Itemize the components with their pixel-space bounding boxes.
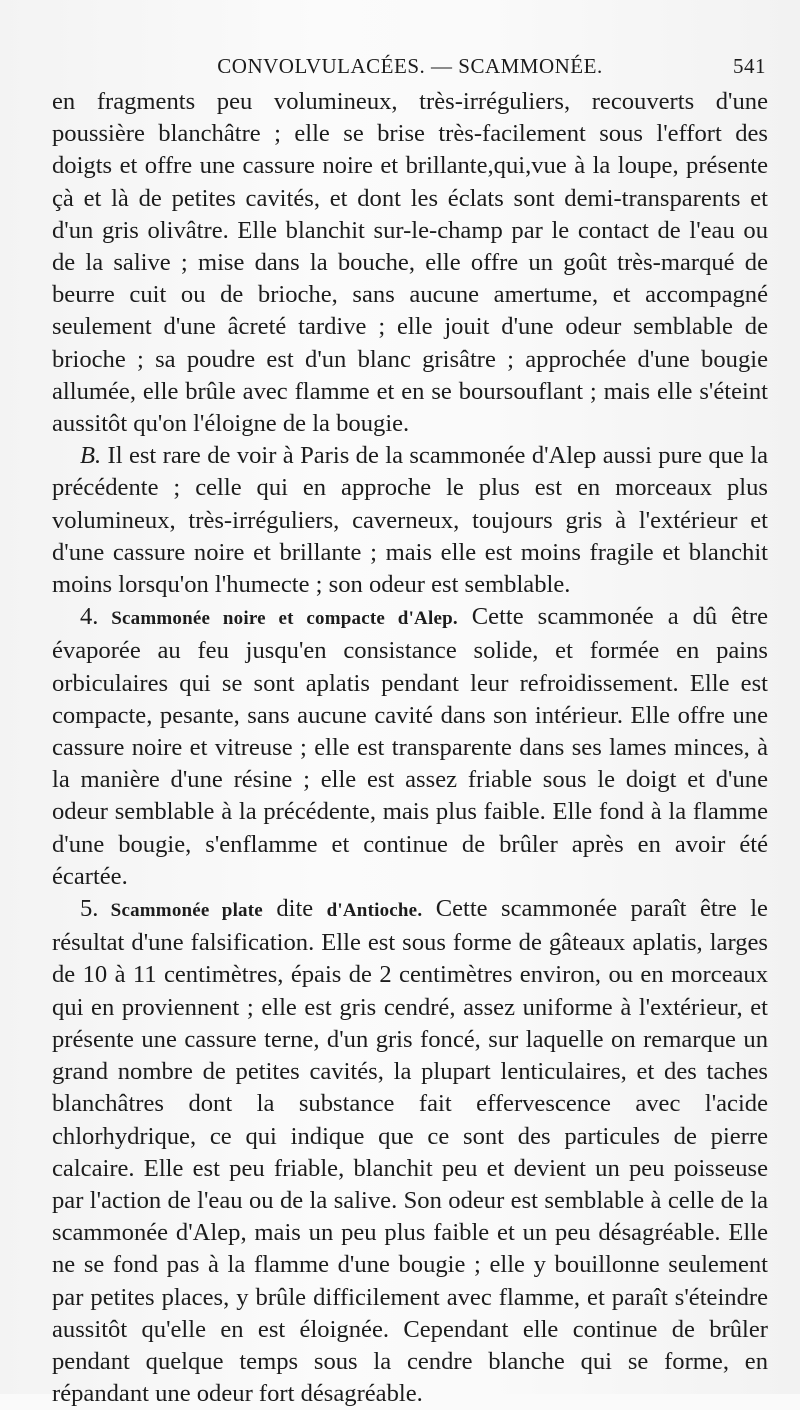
running-head bbox=[54, 54, 766, 84]
section-4-heading: Scammonée noire et compacte d'Alep. bbox=[98, 608, 458, 630]
section-4 bbox=[52, 601, 768, 893]
section-5-number: 5. bbox=[80, 895, 99, 923]
section-5 bbox=[52, 893, 768, 1410]
section-5-heading-a: Scammonée plate bbox=[98, 900, 263, 922]
running-title: CONVOLVULACÉES. — SCAMMONÉE. bbox=[217, 54, 603, 78]
page-number: 541 bbox=[733, 54, 766, 78]
section-5-text: Cette scammonée paraît être le résultat d'une falsification. Elle est sous forme de gâteaux aplatis, larges de 10 à 11 centimètres, épais de 2 centimètres environ, ou en morceaux qui en proviennent ; elle est gris cendré, assez uniforme à l'extérieur, et présente une cassure terne, d'un gris foncé, sur laquelle on remarque un grand nombre de petites cavités, la plupart lenticulaires, et des taches blanchâtres dont la substance fait effervescence avec l'acide chlorhydrique, ce qui indique que ce sont des particules de pierre calcaire. Elle est peu friable, blanchit peu et devient un peu poisseuse par l'action de l'eau ou de la salive. Son odeur est semblable à celle de la scammonée d'Alep, mais un peu plus faible et un peu désagréable. Elle ne se fond pas à la flamme d'une bougie ; elle y bouillonne seulement par petites places, y brûle difficilement avec flamme, et paraît s'éteindre aussitôt qu'elle en est éloignée. Cependant elle continue de brûler pendant quelque temps sous la cendre blanche qui se forme, en répandant une odeur fort désagréable. bbox=[52, 895, 768, 1408]
body-text bbox=[52, 86, 768, 1410]
paragraph-2-marker: B. bbox=[80, 442, 102, 470]
paragraph-1 bbox=[52, 86, 768, 440]
paragraph-1-text: en fragments peu volumineux, très-irréguliers, recouverts d'une poussière blanchâtre ; elle se brise très-facilement sous l'effort des doigts et offre une cassure noire et brillante,qui,vue à la loupe, présente çà et là de petites cavités, et dont les éclats sont demi-transparents et d'un gris olivâtre. Elle blanchit sur-le-champ par le contact de l'eau ou de la salive ; mise dans la bouche, elle offre un goût très-marqué de beurre cuit ou de brioche, sans aucune amertume, et accompagné seulement d'une âcreté tardive ; elle jouit d'une odeur semblable de brioche ; sa poudre est d'un blanc grisâtre ; approchée d'une bougie allumée, elle brûle avec flamme et en se boursouflant ; mais elle s'éteint aussitôt qu'on l'éloigne de la bougie. bbox=[52, 88, 768, 438]
section-4-text: Cette scammonée a dû être évaporée au feu jusqu'en consistance solide, et formée en pains orbiculaires qui se sont aplatis pendant leur refroidissement. Elle est compacte, pesante, sans aucune cavité dans son intérieur. Elle offre une cassure noire et vitreuse ; elle est transparente dans ses lames minces, à la manière d'une résine ; elle est assez friable sous le doigt et d'une odeur semblable à la précédente, mais plus faible. Elle fond à la flamme d'une bougie, s'enflamme et continue de brûler après en avoir été écartée. bbox=[52, 603, 768, 890]
section-5-heading-c: d'Antioche. bbox=[326, 900, 423, 922]
paragraph-2-text: Il est rare de voir à Paris de la scammonée d'Alep aussi pure que la précédente ; celle qui en approche le plus est en morceaux plus volumineux, très-irréguliers, caverneux, toujours gris à l'extérieur et d'une cassure noire et brillante ; mais elle est moins fragile et blanchit moins lorsqu'on l'humecte ; son odeur est semblable. bbox=[52, 442, 768, 599]
paragraph-2 bbox=[52, 440, 768, 601]
section-4-number: 4. bbox=[80, 603, 99, 631]
section-5-heading-b: dite bbox=[262, 895, 327, 923]
